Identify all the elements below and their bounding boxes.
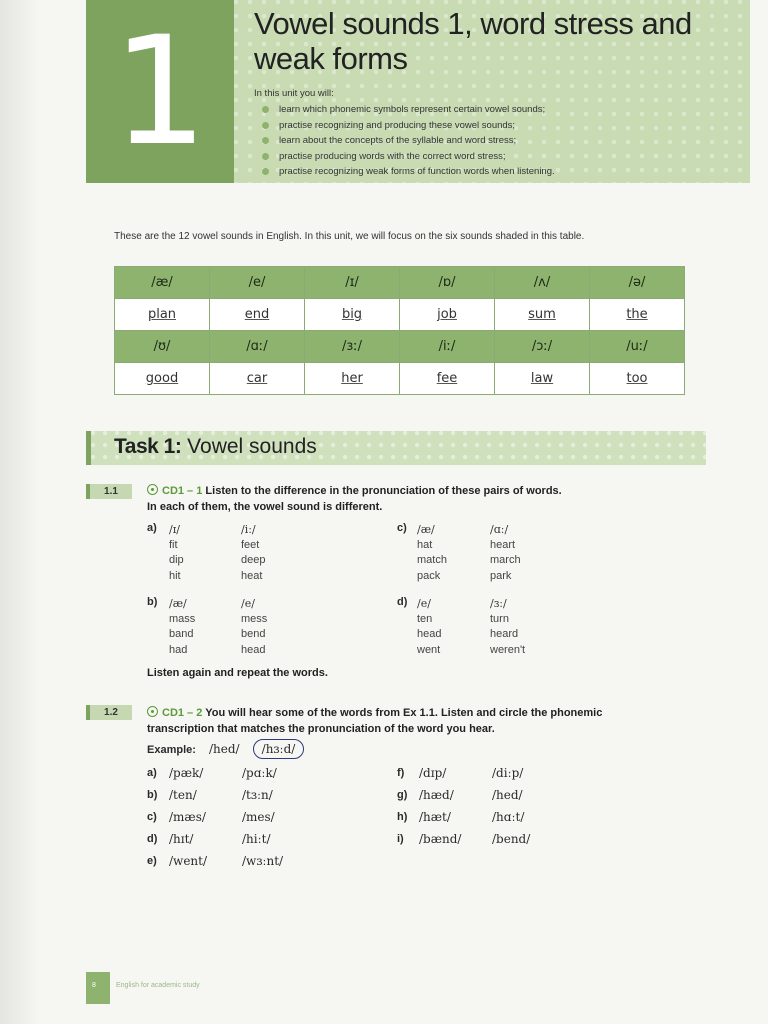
choice-option[interactable]: /diːp/ bbox=[492, 766, 524, 780]
exercise-instruction: CD1 – 1 Listen to the difference in the pronunciation of these pairs of words. In each of them, the vowel sound is different. bbox=[147, 485, 562, 513]
table-row-words bbox=[115, 363, 685, 395]
table-cell: end bbox=[210, 299, 305, 331]
choice-option[interactable]: /went/ bbox=[169, 854, 208, 868]
objective-item: practise recognizing weak forms of function words when listening. bbox=[262, 164, 555, 180]
table-cell: too bbox=[590, 363, 685, 395]
cd-icon bbox=[147, 706, 158, 717]
cd-icon bbox=[147, 484, 158, 495]
table-row-symbols bbox=[115, 331, 685, 363]
bullet-icon bbox=[262, 122, 269, 129]
unit-number-block bbox=[86, 0, 234, 183]
table-cell: her bbox=[305, 363, 400, 395]
table-cell: /æ/ bbox=[115, 267, 210, 299]
table-cell: /uː/ bbox=[590, 331, 685, 363]
objective-item: learn which phonemic symbols represent certain vowel sounds; bbox=[262, 102, 555, 118]
bullet-icon bbox=[262, 168, 269, 175]
choice-option[interactable]: /pɑːk/ bbox=[242, 766, 277, 780]
choice-option[interactable]: /pæk/ bbox=[169, 766, 204, 780]
choice-option[interactable]: /bend/ bbox=[492, 832, 531, 846]
example-circled-option: /hɜːd/ bbox=[253, 739, 305, 759]
table-cell: law bbox=[495, 363, 590, 395]
table-cell: /ɔː/ bbox=[495, 331, 590, 363]
choice-option[interactable]: /hed/ bbox=[492, 788, 523, 802]
table-cell: /ɪ/ bbox=[305, 267, 400, 299]
exercise-number: 1.2 bbox=[86, 705, 132, 720]
choice-option[interactable]: /tɜːn/ bbox=[242, 788, 273, 802]
bullet-icon bbox=[262, 153, 269, 160]
table-cell: fee bbox=[400, 363, 495, 395]
choice-option[interactable]: /hiːt/ bbox=[242, 832, 271, 846]
table-cell: big bbox=[305, 299, 400, 331]
objective-item: learn about the concepts of the syllable and word stress; bbox=[262, 133, 555, 149]
exercise-number: 1.1 bbox=[86, 484, 132, 499]
footer-book-title: English for academic study bbox=[116, 982, 200, 989]
table-cell: /ə/ bbox=[590, 267, 685, 299]
example-option: /hed/ bbox=[208, 742, 240, 756]
table-cell: sum bbox=[495, 299, 590, 331]
vowel-table bbox=[114, 266, 685, 395]
table-cell: job bbox=[400, 299, 495, 331]
footer-page-box bbox=[86, 972, 110, 1004]
example-line: Example: /hed/ /hɜːd/ bbox=[147, 742, 304, 756]
table-cell: /ɜː/ bbox=[305, 331, 400, 363]
bullet-icon bbox=[262, 137, 269, 144]
table-cell: /ɑː/ bbox=[210, 331, 305, 363]
choice-option[interactable]: /mæs/ bbox=[169, 810, 206, 824]
table-cell: plan bbox=[115, 299, 210, 331]
choice-option[interactable]: /bænd/ bbox=[419, 832, 462, 846]
choice-option[interactable]: /wɜːnt/ bbox=[242, 854, 284, 868]
task-title: Task 1: Vowel sounds bbox=[114, 435, 317, 458]
table-row-symbols bbox=[115, 267, 685, 299]
table-cell: good bbox=[115, 363, 210, 395]
table-intro: These are the 12 vowel sounds in English. In this unit, we will focus on the six sounds shaded in this table. bbox=[114, 231, 585, 242]
intro-label: In this unit you will: bbox=[254, 88, 334, 99]
choice-option[interactable]: /hɪt/ bbox=[169, 832, 194, 846]
unit-title: Vowel sounds 1, word stress and weak forms bbox=[254, 6, 692, 76]
repeat-instruction: Listen again and repeat the words. bbox=[147, 667, 328, 679]
table-cell: /iː/ bbox=[400, 331, 495, 363]
unit-number: 1 bbox=[112, 4, 208, 179]
choice-option[interactable]: /hɑːt/ bbox=[492, 810, 525, 824]
choice-option[interactable]: /hæd/ bbox=[419, 788, 454, 802]
table-cell: the bbox=[590, 299, 685, 331]
table-cell: car bbox=[210, 363, 305, 395]
objective-item: practise producing words with the correct word stress; bbox=[262, 149, 555, 165]
exercise-instruction: CD1 – 2 You will hear some of the words from Ex 1.1. Listen and circle the phonemic transcription that matches the pronunciation of the word you hear. bbox=[147, 707, 603, 735]
objectives-list bbox=[262, 102, 555, 180]
choice-option[interactable]: /hæt/ bbox=[419, 810, 451, 824]
bullet-icon bbox=[262, 106, 269, 113]
table-row-words bbox=[115, 299, 685, 331]
table-cell: /ɒ/ bbox=[400, 267, 495, 299]
page-edge bbox=[0, 0, 40, 1024]
objective-item: practise recognizing and producing these vowel sounds; bbox=[262, 118, 555, 134]
table-cell: /e/ bbox=[210, 267, 305, 299]
table-cell: /ʊ/ bbox=[115, 331, 210, 363]
choice-option[interactable]: /ten/ bbox=[169, 788, 197, 802]
page-number: 8 bbox=[92, 982, 96, 989]
choice-option[interactable]: /dɪp/ bbox=[419, 766, 447, 780]
choice-option[interactable]: /mes/ bbox=[242, 810, 275, 824]
table-cell: /ʌ/ bbox=[495, 267, 590, 299]
